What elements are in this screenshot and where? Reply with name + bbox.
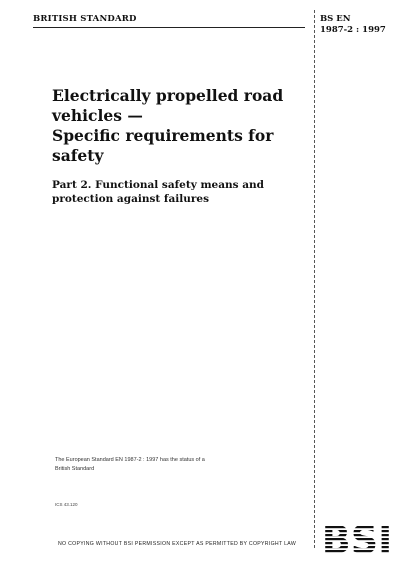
part-title — [52, 178, 302, 206]
bsi-logo — [318, 518, 396, 558]
copyright-notice: NO COPYING WITHOUT BSI PERMISSION EXCEPT AS PERMITTED BY COPYRIGHT LAW — [58, 541, 297, 547]
margin-divider — [314, 10, 315, 548]
title-sub: Specific requirements for safety — [52, 126, 274, 165]
status-note-line2: British Standard — [55, 466, 95, 472]
publication-type-label: BRITISH STANDARD — [33, 14, 137, 24]
bsi-logo-text: BSI — [321, 518, 393, 558]
standard-number-prefix: BS EN — [320, 14, 351, 24]
status-note-line1: The European Standard EN 1987-2 : 1997 has the status of a — [55, 457, 205, 463]
part-title-line2: protection against failures — [52, 193, 209, 205]
status-note — [55, 456, 265, 474]
document-title — [52, 86, 302, 166]
ics-code: ICS 43.120 — [55, 502, 78, 507]
part-title-line1: Part 2. Functional safety means and — [52, 179, 265, 191]
header-rule — [33, 27, 305, 28]
standard-number — [320, 14, 386, 36]
standard-number-code: 1987-2 : 1997 — [320, 25, 386, 35]
title-main: Electrically propelled road vehicles — — [52, 86, 284, 125]
